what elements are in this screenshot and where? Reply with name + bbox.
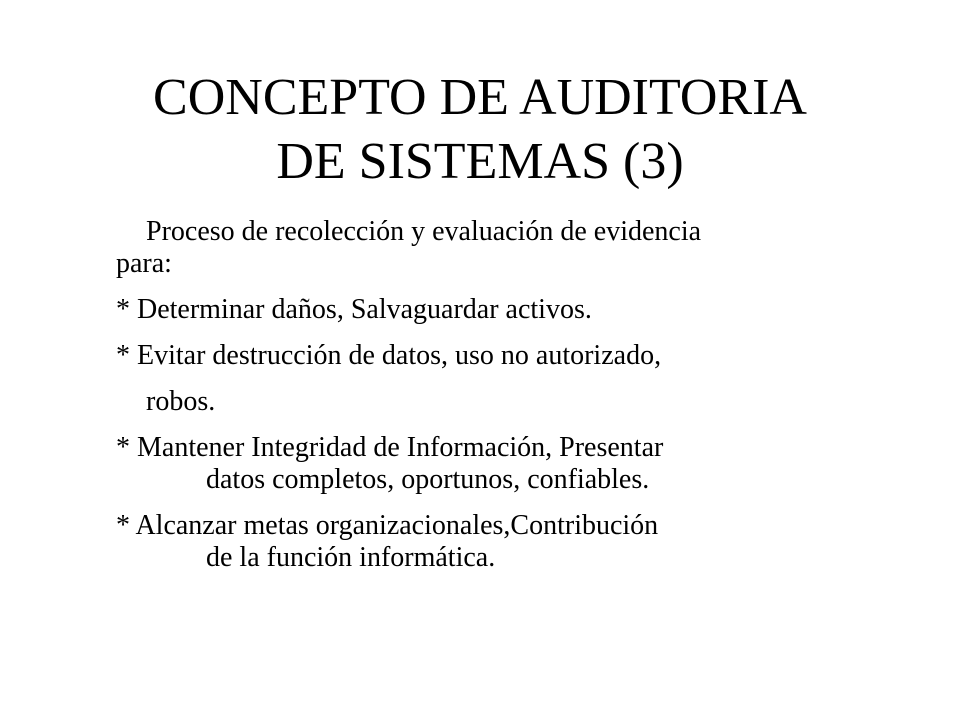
title-line-2: DE SISTEMAS (3) — [276, 133, 684, 190]
bullet-4-line-2: de la función informática. — [206, 542, 496, 573]
bullet-1: * Determinar daños, Salvaguardar activos. — [116, 294, 592, 325]
bullet-4-line-1: * Alcanzar metas organizacionales,Contribución — [116, 510, 659, 541]
bullet-3-line-2: datos completos, oportunos, confiables. — [206, 464, 650, 495]
slide-title — [0, 66, 960, 194]
intro-line-1: Proceso de recolección y evaluación de evidencia — [146, 216, 702, 247]
bullet-2-line-2: robos. — [146, 386, 216, 417]
intro-line-2: para: — [116, 248, 172, 279]
slide-body — [116, 216, 906, 574]
bullet-3-line-1: * Mantener Integridad de Información, Presentar — [116, 432, 664, 463]
title-line-1: CONCEPTO DE AUDITORIA — [153, 69, 807, 126]
bullet-2-line-1: * Evitar destrucción de datos, uso no autorizado, — [116, 340, 662, 371]
